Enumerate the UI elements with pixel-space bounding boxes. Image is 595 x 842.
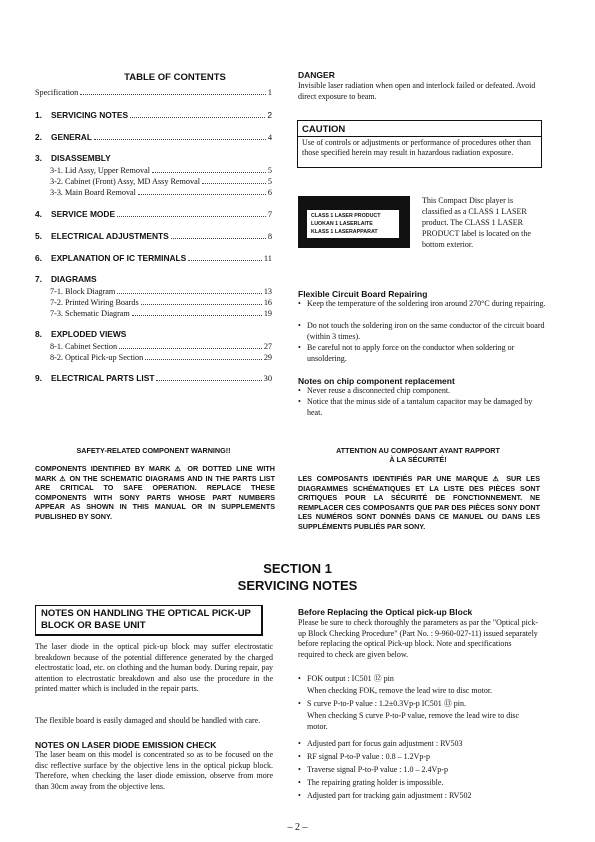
toc-page: 5 xyxy=(267,177,272,186)
toc-row-section-3 xyxy=(35,153,272,163)
toc-row-section-1 xyxy=(35,110,272,120)
toc-page: 19 xyxy=(263,309,272,318)
toc-row-section-9 xyxy=(35,373,272,383)
toc-row-section-8 xyxy=(35,329,272,339)
toc-label: 7-1. Block Diagram xyxy=(50,287,116,296)
check-item: • Adjusted part for tracking gain adjustment : RV502 xyxy=(298,791,547,802)
toc-row-specification xyxy=(35,88,272,97)
leader-dots xyxy=(145,359,262,360)
leader-dots xyxy=(202,183,266,184)
toc-label: 3-1. Lid Assy, Upper Removal xyxy=(50,166,150,175)
toc-page: 1 xyxy=(267,88,272,97)
toc-row-8-2 xyxy=(50,353,272,362)
pickup-notes-title: NOTES ON HANDLING THE OPTICAL PICK-UP BLOCK OR BASE UNIT xyxy=(41,608,251,631)
pickup-notes-p2: The flexible board is easily damaged and should be handled with care. xyxy=(35,716,261,725)
toc-row-3-1 xyxy=(50,166,272,175)
safety-en-text: COMPONENTS IDENTIFIED BY MARK ⚠ OR DOTTED LINE WITH MARK ⚠ ON THE SCHEMATIC DIAGRAMS AND IN THE PARTS LIST ARE CRITICAL TO SAFE OPERATION. REPLACE THESE COMPONENTS WITH SONY PARTS WHOSE PART NUMBERS APPEAR AS SHOWN IN THIS MANUAL OR IN SUPPLEMENTS PUBLISHED BY SONY. xyxy=(35,464,275,521)
check-item-note: When checking FOK, remove the lead wire to disc motor. xyxy=(307,686,493,695)
laser-class-text: This Compact Disc player is classified as a CLASS 1 LASER product. The CLASS 1 LASER PRODUCT label is located on the bottom exterior. xyxy=(422,196,531,249)
toc-label: 7-3. Schematic Diagram xyxy=(50,309,130,318)
caution-divider xyxy=(298,136,541,137)
toc-page: 13 xyxy=(263,287,272,296)
check-item-note: When checking S curve P-to-P value, remove the lead wire to disc motor. xyxy=(307,711,520,731)
toc-label: SERVICING NOTES xyxy=(51,110,129,120)
check-item: • S curve P-to-P value : 1.2±0.3Vp-p IC501 ⑬ pin. xyxy=(298,699,547,710)
toc-row-section-7 xyxy=(35,274,272,284)
laser-label-line: KLASS 1 LASERAPPARAT xyxy=(311,229,378,235)
toc-page: 29 xyxy=(263,353,272,362)
toc-label: ELECTRICAL ADJUSTMENTS xyxy=(51,231,169,241)
section-title: SERVICING NOTES xyxy=(237,578,358,593)
before-title: Before Replacing the Optical pick-up Block xyxy=(298,607,473,617)
toc-num: 1. xyxy=(35,110,42,120)
leader-dots xyxy=(152,172,266,173)
toc-page: 8 xyxy=(267,232,272,241)
toc-num: 6. xyxy=(35,253,42,263)
leader-dots xyxy=(94,139,266,140)
check-item: • Traverse signal P-to-P value : 1.0 – 2.4Vp-p xyxy=(298,765,547,776)
toc-num: 8. xyxy=(35,329,42,339)
toc-row-3-3 xyxy=(50,188,272,197)
toc-label: EXPLODED VIEWS xyxy=(51,329,127,339)
toc-page: 11 xyxy=(263,254,272,263)
toc-label: ELECTRICAL PARTS LIST xyxy=(51,373,155,383)
toc-page: 6 xyxy=(267,188,272,197)
section-number: SECTION 1 xyxy=(263,561,332,576)
leader-dots xyxy=(171,238,266,239)
toc-page: 27 xyxy=(263,342,272,351)
safety-fr-text: LES COMPOSANTS IDENTIFIÉS PAR UNE MARQUE ⚠ SUR LES DIAGRAMMES SCHÉMATIQUES ET LA LISTE DES PIÈCES SONT CRITIQUES POUR LA SÉCURITÉ DE FONCTIONNEMENT. NE REMPLACER CES COMPOSANTS QUE PAR DES PIÈCES SONY DONT LES NUMÉROS SONT DONNÉS DANS CE MANUEL OU DANS LES SUPPLÉMENTS PUBLIÉS PAR SONY. xyxy=(298,474,540,531)
leader-dots xyxy=(130,117,265,118)
toc-row-8-1 xyxy=(50,342,272,351)
caution-title: CAUTION xyxy=(302,124,346,135)
toc-label: 3-3. Main Board Removal xyxy=(50,188,136,197)
toc-page: 4 xyxy=(267,133,272,142)
flex-bullet: • Do not touch the soldering iron on the same conductor of the circuit board (within 3 times). xyxy=(298,321,547,342)
toc-label: 8-2. Optical Pick-up Section xyxy=(50,353,144,362)
toc-row-7-2 xyxy=(50,298,272,307)
pickup-notes-p1: The laser diode in the optical pick-up block may suffer electrostatic breakdown because of the potential difference generated by the charged electrostatic load, etc. on clothing and the human body. During repair, pay attention to electrostatic breakdown and also use the procedure in the printed matter which is included in the repair parts. xyxy=(35,642,273,694)
leader-dots xyxy=(138,194,266,195)
chip-title: Notes on chip component replacement xyxy=(298,376,455,386)
toc-num: 4. xyxy=(35,209,42,219)
leader-dots xyxy=(117,293,262,294)
toc-num: 9. xyxy=(35,373,42,383)
toc-row-section-5 xyxy=(35,231,272,241)
toc-label: 3-2. Cabinet (Front) Assy, MD Assy Removal xyxy=(50,177,201,186)
flex-title: Flexible Circuit Board Repairing xyxy=(298,289,428,299)
flex-bullet: • Keep the temperature of the soldering iron around 270°C during repairing. xyxy=(298,299,547,310)
toc-num: 2. xyxy=(35,132,42,142)
safety-en-title: SAFETY-RELATED COMPONENT WARNING!! xyxy=(76,446,231,455)
toc-page: 30 xyxy=(263,374,272,383)
toc-num: 5. xyxy=(35,231,42,241)
page-number: – 2 – xyxy=(287,822,308,833)
toc-label: 7-2. Printed Wiring Boards xyxy=(50,298,139,307)
leader-dots xyxy=(80,94,266,95)
pickup-notes-box xyxy=(35,605,263,636)
check-item: • The repairing grating holder is impossible. xyxy=(298,778,547,789)
laser-label-line: CLASS 1 LASER PRODUCT xyxy=(311,213,381,219)
caution-text: Use of controls or adjustments or performance of procedures other than those specified herein may result in hazardous radiation exposure. xyxy=(302,138,531,157)
before-text: Please be sure to check thoroughly the parameters as par the "Optical pick-up Block Checking Procedure" (Part No. : 9-960-027-11) issued separately before replacing the optical Pick-up block. Note and specifications required to check are given below. xyxy=(298,618,539,659)
leader-dots xyxy=(117,216,266,217)
toc-label: 8-1. Cabinet Section xyxy=(50,342,118,351)
danger-text: Invisible laser radiation when open and interlock failed or defeated. Avoid direct exposure to beam. xyxy=(298,81,536,101)
safety-fr-title-1: ATTENTION AU COMPOSANT AYANT RAPPORT xyxy=(336,446,500,455)
laser-label-line: LUOKAN 1 LASERLAITE xyxy=(311,221,373,227)
leader-dots xyxy=(156,380,261,381)
flex-bullet: • Be careful not to apply force on the conductor when soldering or unsoldering. xyxy=(298,343,547,364)
leader-dots xyxy=(188,260,262,261)
toc-page: 2 xyxy=(267,110,272,120)
toc-row-7-3 xyxy=(50,309,272,318)
emission-text: The laser beam on this model is concentrated so as to be focused on the disc reflective surface by the objective lens in the optical pickup block. Therefore, when checking the laser diode emission, observe from more than 30cm away from the objective lens. xyxy=(35,750,273,791)
danger-title: DANGER xyxy=(298,70,335,80)
laser-class-label xyxy=(298,196,410,248)
toc-label: EXPLANATION OF IC TERMINALS xyxy=(51,253,187,263)
leader-dots xyxy=(141,304,262,305)
toc-label: DISASSEMBLY xyxy=(51,153,111,163)
toc-title: TABLE OF CONTENTS xyxy=(124,72,226,83)
caution-box xyxy=(297,120,542,168)
check-item: • RF signal P-to-P value : 0.8 – 1.2Vp-p xyxy=(298,752,547,763)
toc-label: GENERAL xyxy=(51,132,92,142)
leader-dots xyxy=(119,348,262,349)
toc-page: 7 xyxy=(267,210,272,219)
chip-bullet: • Never reuse a disconnected chip component. xyxy=(298,386,547,397)
toc-row-7-1 xyxy=(50,287,272,296)
toc-row-section-4 xyxy=(35,209,272,219)
toc-num: 7. xyxy=(35,274,42,284)
check-item: • Adjusted part for focus gain adjustment : RV503 xyxy=(298,739,547,750)
toc-row-section-2 xyxy=(35,132,272,142)
chip-bullet: • Notice that the minus side of a tantalum capacitor may be damaged by heat. xyxy=(298,397,547,418)
toc-label: DIAGRAMS xyxy=(51,274,97,284)
toc-label: Specification xyxy=(35,88,79,97)
leader-dots xyxy=(132,315,262,316)
toc-num: 3. xyxy=(35,153,42,163)
toc-row-section-6 xyxy=(35,253,272,263)
check-item: • FOK output : IC501 ⑫ pin xyxy=(298,674,547,685)
emission-title: NOTES ON LASER DIODE EMISSION CHECK xyxy=(35,740,217,750)
toc-page: 16 xyxy=(263,298,272,307)
toc-row-3-2 xyxy=(50,177,272,186)
toc-page: 5 xyxy=(267,166,272,175)
toc-label: SERVICE MODE xyxy=(51,209,116,219)
safety-fr-title-2: À LA SÉCURITÉ! xyxy=(389,455,447,464)
